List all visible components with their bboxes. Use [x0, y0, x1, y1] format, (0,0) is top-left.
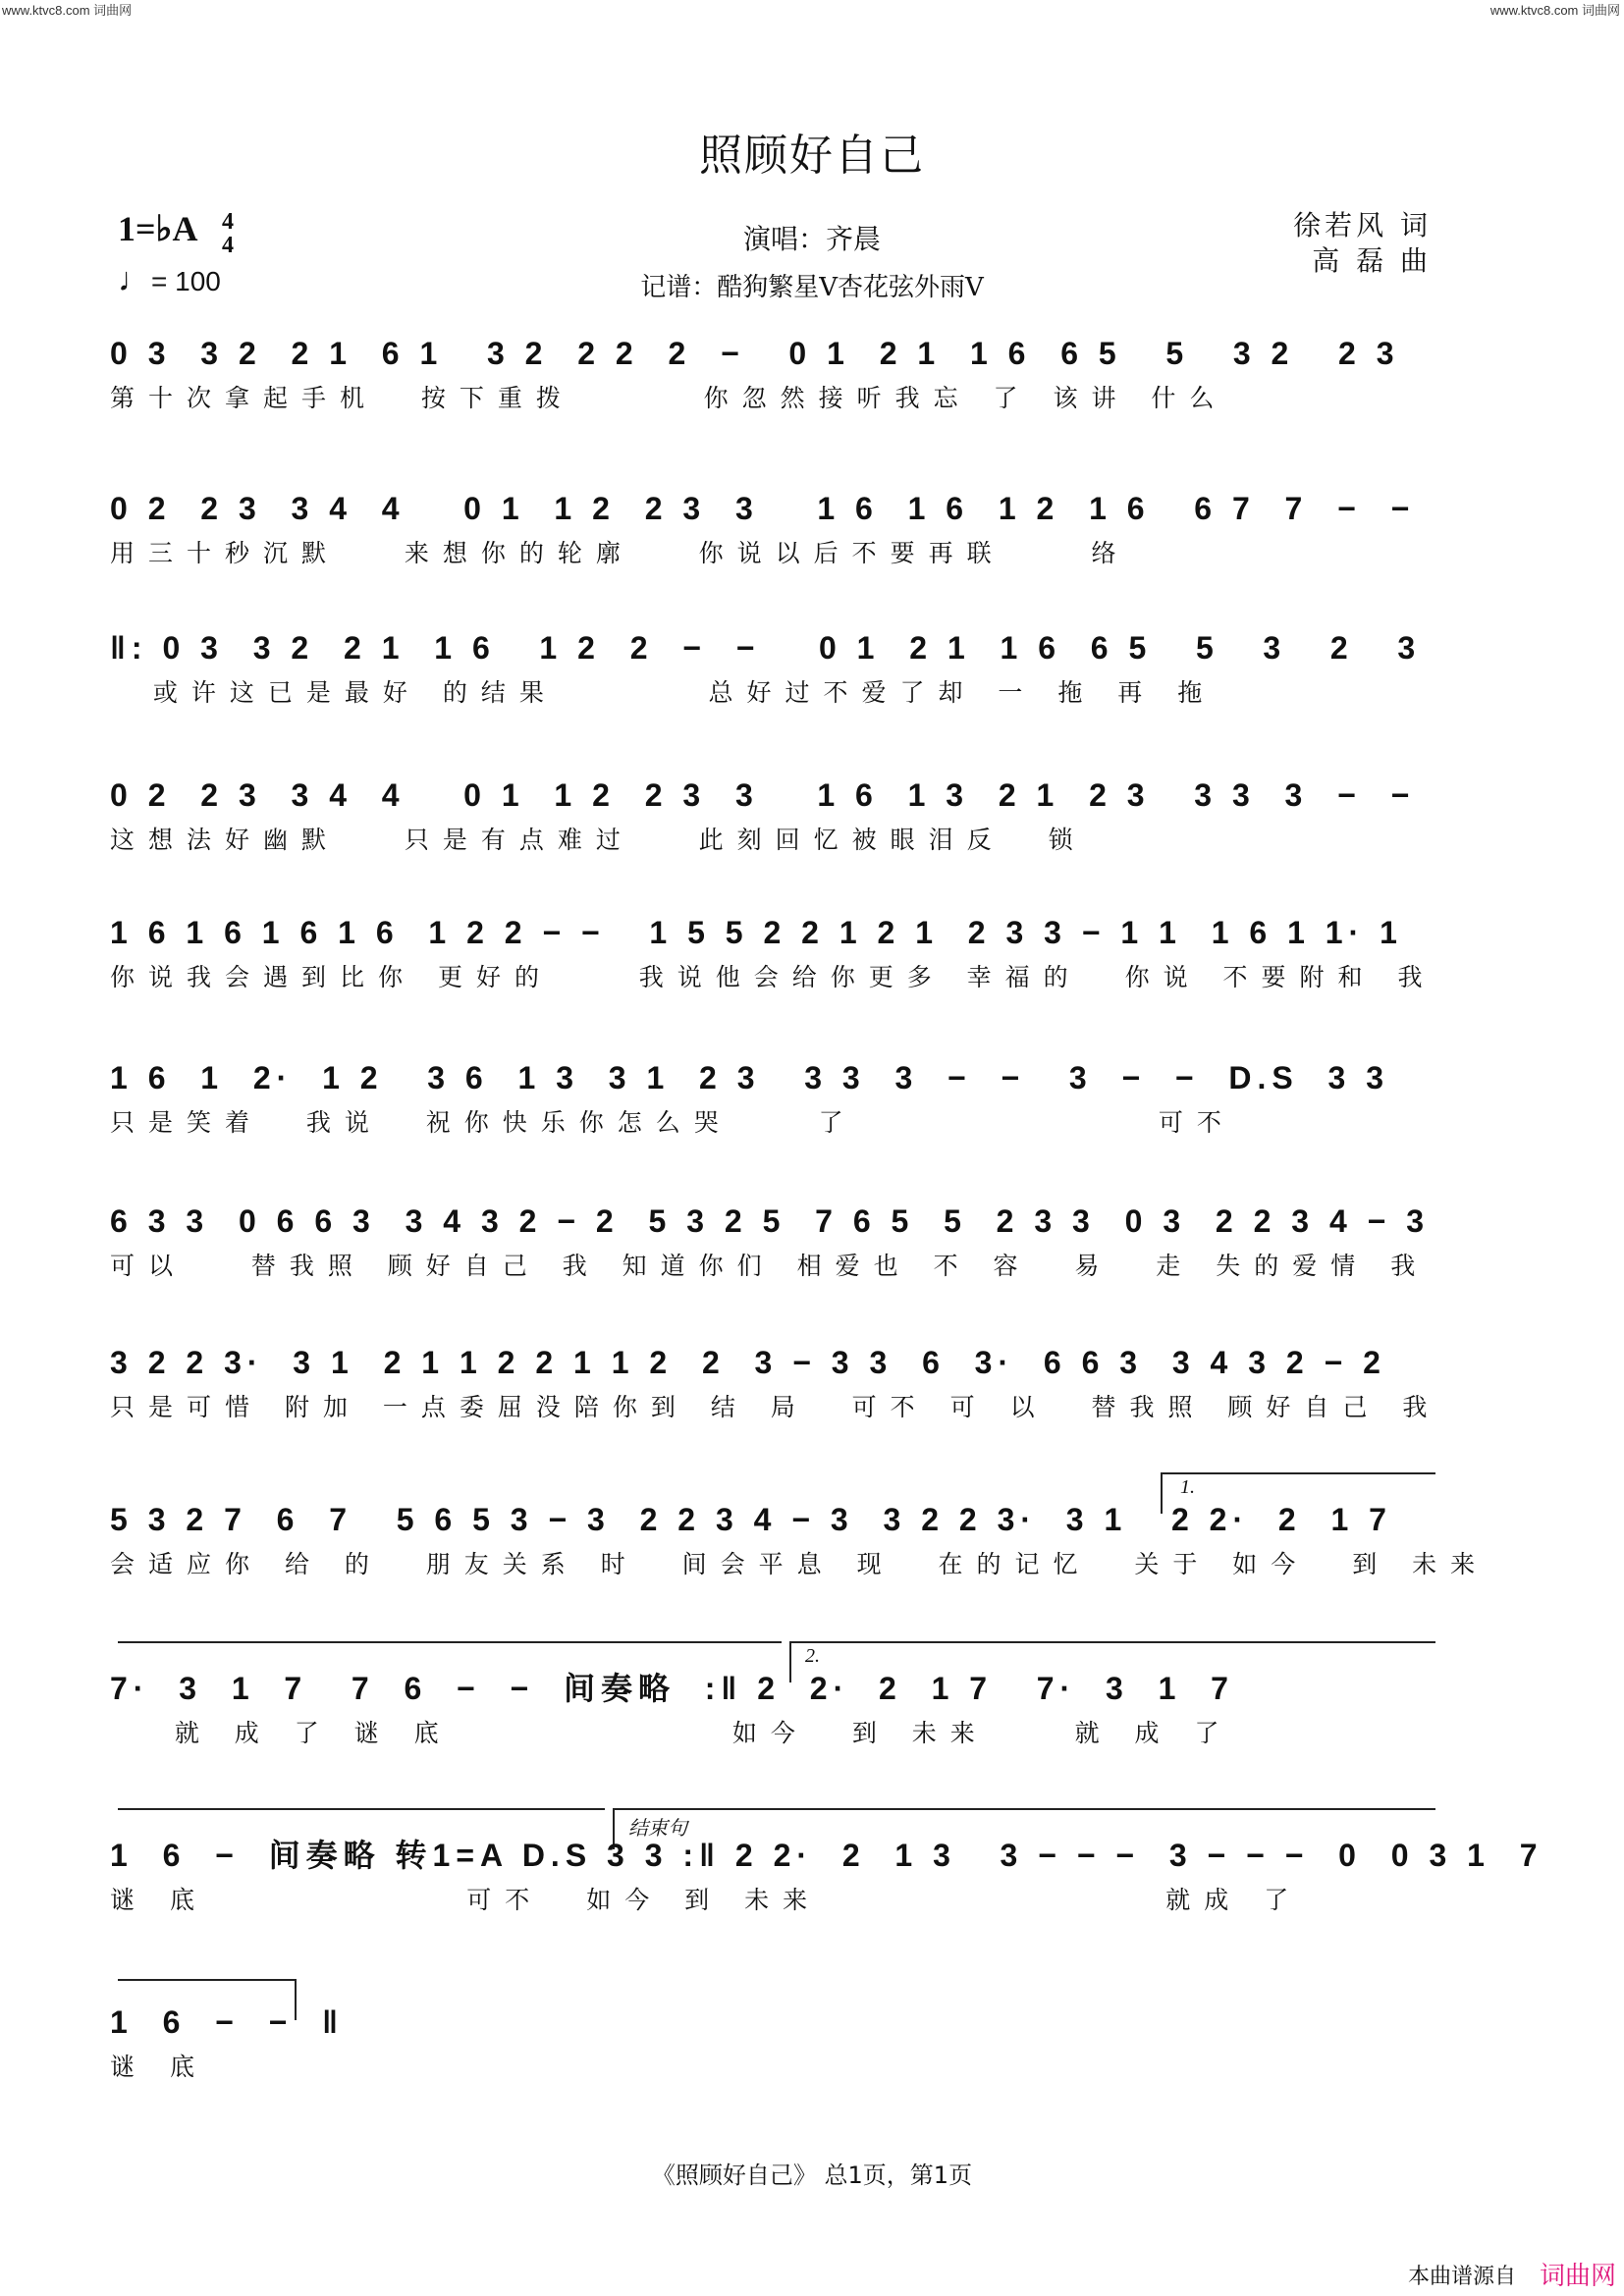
site-url-right[interactable]: www.ktvc8.com 词曲网 — [1489, 3, 1620, 18]
time-signature-bottom: 4 — [222, 233, 234, 258]
notation-line: 1 6 1 6 1 6 1 6 1 2 2 − − 1 5 5 2 2 1 2 1 2 3 3 − 1 1 1 6 1 1· 1 — [110, 915, 1403, 950]
lyrics-line: 就 成 了 谜 底 如今 到 未来 就 成 了 — [110, 1719, 1233, 1747]
notation-line: 1 6 − − ‖ — [110, 2004, 345, 2040]
quarter-note-icon: ♩ — [118, 261, 151, 298]
notation-line: 3 2 2 3· 3 1 2 1 1 2 2 1 1 2 2 3 − 3 3 6 3· 6 6 3 3 4 3 2 − 2 — [110, 1345, 1386, 1380]
brand-link[interactable]: 词曲网 — [1539, 2262, 1616, 2291]
source-credit: 本曲谱源自 — [1407, 2265, 1516, 2289]
second-ending-label: 2. — [805, 1645, 820, 1667]
page-footer: 《照顾好自己》 总1页，第1页 — [651, 2162, 973, 2189]
notation-line: 6 3 3 0 6 6 3 3 4 3 2 − 2 5 3 2 5 7 6 5 5 2 3 3 0 3 2 2 3 4 − 3 — [110, 1203, 1431, 1239]
lyrics-line: 或许这已是最好 的结果 总好过不爱了却 一 拖 再 拖 — [110, 678, 1217, 707]
notation-line: 5 3 2 7 6 7 5 6 5 3 − 3 2 2 3 4 − 3 3 2 2 3· 3 1 2 2· 2 1 7 — [110, 1502, 1392, 1537]
notation-line: 7· 3 1 7 7 6 − − 间奏略 :‖ 2 2· 2 1 7 7· 3 1 7 — [110, 1671, 1234, 1706]
lyrics-line: 第十次拿起手机 按下重拨 你忽然接听我忘 了 该讲 什么 — [110, 384, 1228, 412]
lyrics-line: 用三十秒沉默 来想你的轮廓 你说以后不要再联 络 — [110, 539, 1130, 567]
notation-line: 0 2 2 3 3 4 4 0 1 1 2 2 3 3 1 6 1 3 2 1 2 3 3 3 3 − − — [110, 777, 1416, 813]
lyrics-line: 这想法好幽默 只是有点难过 此刻回忆被眼泪反 锁 — [110, 826, 1087, 854]
singer-credit: 演唱：齐晨 — [742, 223, 881, 255]
lyrics-line: 可以 替我照 顾好自己 我 知道你们 相爱也 不 容 易 走 失的爱情 我 — [110, 1252, 1430, 1280]
site-url-left[interactable]: www.ktvc8.com 词曲网 — [2, 3, 133, 18]
lyricist-credit: 徐若风 词 — [1293, 209, 1432, 241]
tempo-value: = 100 — [151, 266, 221, 296]
recorder-credit: 记谱：酷狗繁星V杏花弦外雨V — [640, 273, 984, 302]
time-signature-top: 4 — [222, 209, 234, 235]
lyrics-line: 谜 底 可不 如今 到 未来 就成 了 — [110, 1886, 1303, 1914]
notation-line: 0 3 3 2 2 1 6 1 3 2 2 2 2 − 0 1 2 1 1 6 6 5 5 3 2 2 3 — [110, 336, 1400, 371]
first-ending-label: 1. — [1180, 1476, 1195, 1498]
composer-credit: 高 磊 曲 — [1312, 244, 1432, 277]
coda-label: 结束句 — [628, 1818, 687, 1840]
notation-line: 1 6 − 间奏略 转1=A D.S 3 3 :‖ 2 2· 2 1 3 3 − − − 3 − − − 0 0 3 1 7 — [110, 1838, 1543, 1873]
notation-line: 0 2 2 3 3 4 4 0 1 1 2 2 3 3 1 6 1 6 1 2 1 6 6 7 7 − − — [110, 491, 1416, 526]
lyrics-line: 只是可惜 附加 一点委屈没陪你到 结 局 可不 可 以 替我照 顾好自己 我 — [110, 1393, 1441, 1421]
notation-line: ‖: 0 3 3 2 2 1 1 6 1 2 2 − − 0 1 2 1 1 6 6 5 5 3 2 3 — [110, 630, 1422, 666]
notation-line: 1 6 1 2· 1 2 3 6 1 3 3 1 2 3 3 3 3 − − 3 − − D.S 3 3 — [110, 1060, 1389, 1095]
lyrics-line: 只是笑着 我说 祝你快乐你怎么哭 了 可不 — [110, 1108, 1235, 1137]
song-title: 照顾好自己 — [699, 131, 925, 181]
lyrics-line: 会适应你 给 的 朋友关系 时 间会平息 现 在的记忆 关于 如今 到 未来 — [110, 1550, 1489, 1578]
key-signature: 1=♭A — [118, 209, 198, 248]
lyrics-line: 谜 底 — [110, 2053, 208, 2081]
lyrics-line: 你说我会遇到比你 更好的 我说他会给你更多 幸福的 你说 不要附和 我 — [110, 963, 1436, 991]
